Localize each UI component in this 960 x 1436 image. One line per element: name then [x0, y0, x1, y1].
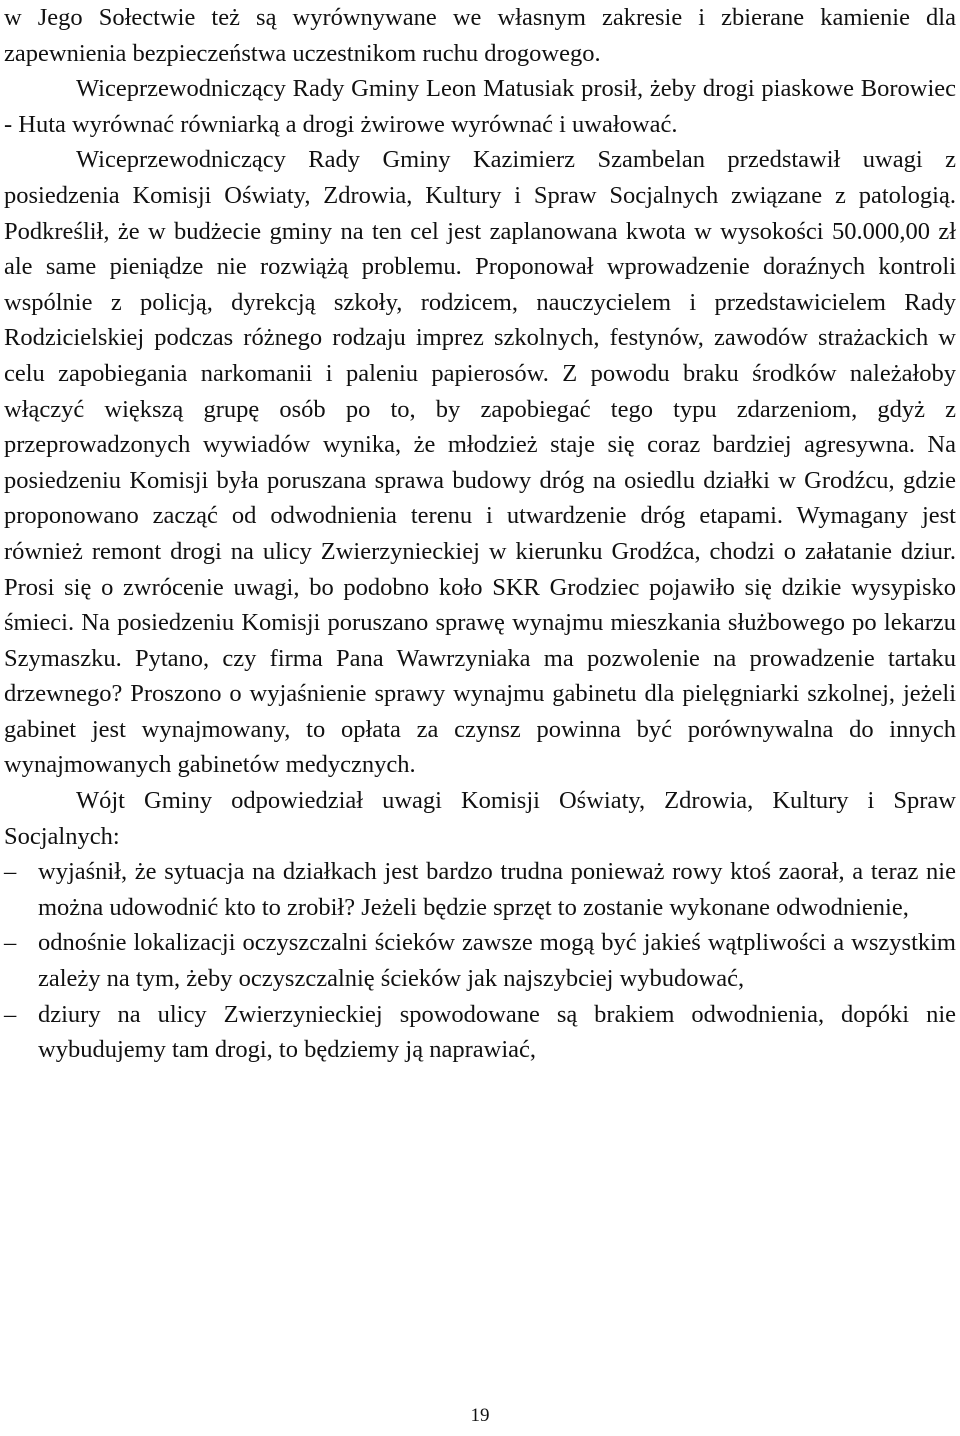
paragraph-continuation: w Jego Sołectwie też są wyrównywane we własnym zakresie i zbierane kamienie dla zapewnienia bezpieczeństwa uczestnikom ruchu drogowego.: [4, 4, 956, 67]
paragraph-matusiak: Wiceprzewodniczący Rady Gminy Leon Matusiak prosił, żeby drogi piaskowe Borowiec - Huta wyrównać równiarką a drogi żwirowe wyrównać i uwałować.: [4, 75, 956, 138]
document-page: [4, 0, 956, 1068]
paragraph-wojt-response: Wójt Gminy odpowiedział uwagi Komisji Oświaty, Zdrowia, Kultury i Spraw Socjalnych:: [4, 787, 956, 850]
paragraph-szambelan: Wiceprzewodniczący Rady Gminy Kazimierz Szambelan przedstawił uwagi z posiedzenia Komisji Oświaty, Zdrowia, Kultury i Spraw Socjalnych związane z patologią. Podkreślił, że w budżecie gminy na ten cel jest zaplanowana kwota w wysokości 50.000,00 zł ale same pieniądze nie rozwiążą problemu. Proponował wprowadzenie doraźnych kontroli wspólnie z policją, dyrekcją szkoły, rodzicem, nauczycielem i przedstawicielem Rady Rodzicielskiej podczas różnego rodzaju imprez szkolnych, festynów, zawodów strażackich w celu zapobiegania narkomanii i paleniu papierosów. Z powodu braku środków należałoby włączyć większą grupę osób po to, by zapobiegać tego typu zdarzeniom, gdyż z przeprowadzonych wywiadów wynika, że młodzież staje się coraz bardziej agresywna. Na posiedzeniu Komisji była poruszana sprawa budowy dróg na osiedlu działki w Grodźcu, gdzie proponowano zacząć od odwodnienia terenu i utwardzenie dróg etapami. Wymagany jest również remont drogi na ulicy Zwierzynieckiej w kierunku Grodźca, chodzi o załatanie dziur. Prosi się o zwrócenie uwagi, bo podobno koło SKR Grodziec pojawiło się dzikie wysypisko śmieci. Na posiedzeniu Komisji poruszano sprawę wynajmu mieszkania służbowego po lekarzu Szymaszku. Pytano, czy firma Pana Wawrzyniaka ma pozwolenie na prowadzenie tartaku drzewnego? Proszono o wyjaśnienie sprawy wynajmu gabinetu dla pielęgniarki szkolnej, jeżeli gabinet jest wynajmowany, to opłata za czynsz powinna być porównywalna do innych wynajmowanych gabinetów medycznych.: [4, 146, 956, 779]
list-dash-marker: –: [4, 1000, 17, 1028]
list-dash-marker: –: [4, 858, 17, 886]
list-item-text: odnośnie lokalizacji oczyszczalni ścieków zawsze mogą być jakieś wątpliwości a wszystkim zależy na tym, żeby oczyszczalnię ścieków jak najszybciej wybudować,: [38, 929, 956, 993]
response-list: [4, 854, 956, 1068]
list-item-text: dziury na ulicy Zwierzynieckiej spowodowane są brakiem odwodnienia, dopóki nie wybudujemy tam drogi, to będziemy ją naprawiać,: [38, 1000, 956, 1064]
list-item: [4, 997, 956, 1068]
list-item: [4, 854, 956, 925]
list-dash-marker: –: [4, 929, 17, 957]
list-item: [4, 925, 956, 996]
list-item-text: wyjaśnił, że sytuacja na działkach jest bardzo trudna ponieważ rowy ktoś zaorał, a teraz nie można udowodnić kto to zrobił? Jeżeli będzie sprzęt to zostanie wykonane odwodnienie,: [38, 858, 956, 921]
page-number: 19: [470, 1405, 490, 1426]
